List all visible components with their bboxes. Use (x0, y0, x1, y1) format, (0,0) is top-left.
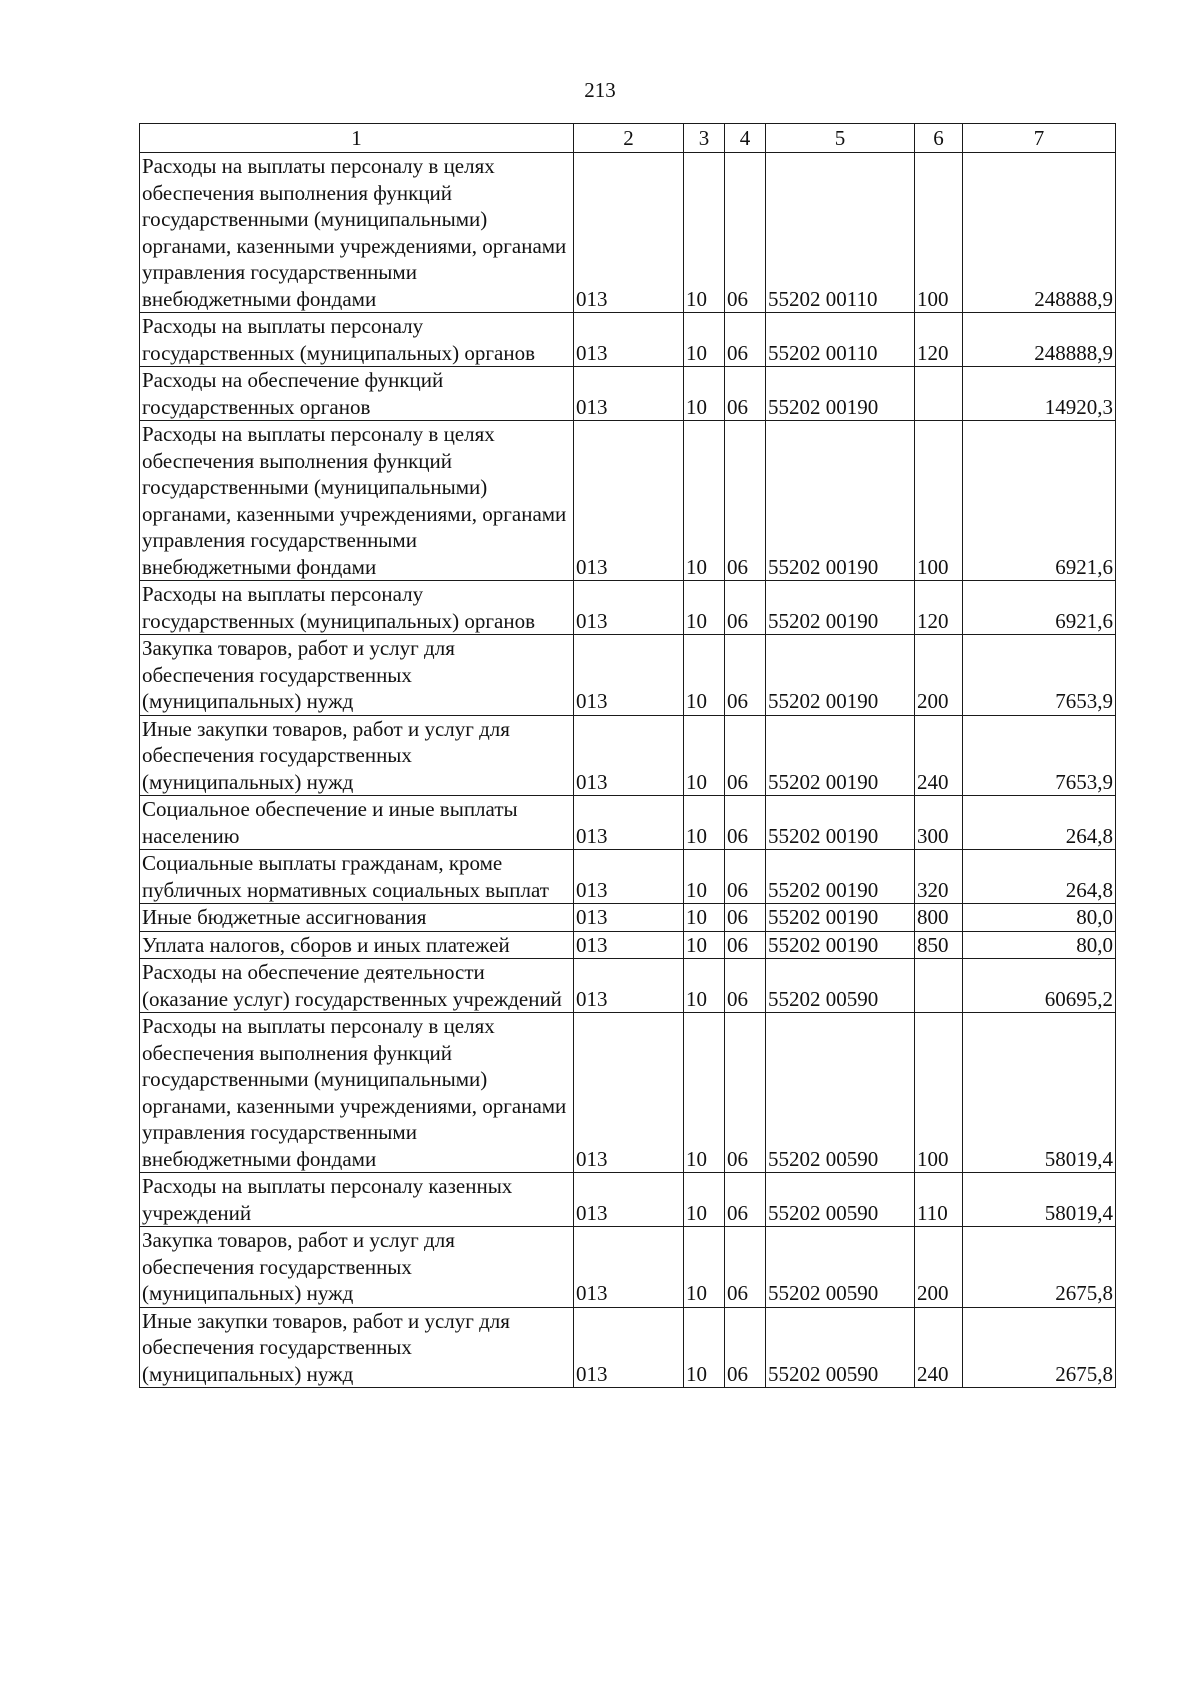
row-article-code-cell: 55202 00110 (766, 153, 915, 313)
table-row (140, 904, 1116, 932)
row-amount-cell: 2675,8 (963, 1227, 1116, 1308)
table-body (140, 153, 1116, 1388)
row-subsection-code-cell: 06 (725, 931, 766, 959)
row-ministry-code-cell: 013 (574, 313, 684, 367)
row-subsection-code-cell: 06 (725, 367, 766, 421)
row-subsection-code-cell: 06 (725, 421, 766, 581)
table-row (140, 367, 1116, 421)
row-ministry-code-cell: 013 (574, 904, 684, 932)
header-cell: 5 (766, 124, 915, 153)
row-section-code-cell: 10 (684, 313, 725, 367)
row-ministry-code-cell: 013 (574, 1013, 684, 1173)
row-ministry-code-cell: 013 (574, 1173, 684, 1227)
row-amount-cell: 2675,8 (963, 1307, 1116, 1388)
row-article-code-cell: 55202 00190 (766, 796, 915, 850)
header-cell: 4 (725, 124, 766, 153)
row-section-code-cell: 10 (684, 635, 725, 716)
row-expense-type-cell: 120 (915, 581, 963, 635)
row-subsection-code-cell: 06 (725, 313, 766, 367)
row-ministry-code-cell: 013 (574, 153, 684, 313)
row-section-code-cell: 10 (684, 1173, 725, 1227)
row-ministry-code-cell: 013 (574, 421, 684, 581)
row-section-code-cell: 10 (684, 715, 725, 796)
row-expense-type-cell: 120 (915, 313, 963, 367)
row-section-code-cell: 10 (684, 850, 725, 904)
row-ministry-code-cell: 013 (574, 367, 684, 421)
header-cell: 6 (915, 124, 963, 153)
row-article-code-cell: 55202 00590 (766, 1173, 915, 1227)
row-subsection-code-cell: 06 (725, 715, 766, 796)
row-subsection-code-cell: 06 (725, 581, 766, 635)
row-expense-type-cell: 300 (915, 796, 963, 850)
table-row (140, 313, 1116, 367)
row-expense-type-cell (915, 959, 963, 1013)
row-expense-type-cell: 100 (915, 421, 963, 581)
row-name-cell: Расходы на выплаты персоналу государственных (муниципальных) органов (140, 313, 574, 367)
header-row (140, 124, 1116, 153)
row-name-cell: Социальное обеспечение и иные выплаты населению (140, 796, 574, 850)
budget-table (139, 123, 1116, 1388)
row-article-code-cell: 55202 00190 (766, 581, 915, 635)
table-row (140, 850, 1116, 904)
row-expense-type-cell: 240 (915, 715, 963, 796)
row-subsection-code-cell: 06 (725, 850, 766, 904)
table-row (140, 1227, 1116, 1308)
row-expense-type-cell: 200 (915, 1227, 963, 1308)
row-amount-cell: 7653,9 (963, 635, 1116, 716)
row-amount-cell: 264,8 (963, 850, 1116, 904)
row-name-cell: Расходы на выплаты персоналу в целях обеспечения выполнения функций государственными (муниципальными) органами, казенными учреждениями, органами управления государственными внебюджетными фондами (140, 421, 574, 581)
row-name-cell: Расходы на выплаты персоналу казенных учреждений (140, 1173, 574, 1227)
row-name-cell: Закупка товаров, работ и услуг для обеспечения государственных (муниципальных) нужд (140, 635, 574, 716)
row-ministry-code-cell: 013 (574, 581, 684, 635)
row-amount-cell: 7653,9 (963, 715, 1116, 796)
row-expense-type-cell: 110 (915, 1173, 963, 1227)
row-section-code-cell: 10 (684, 581, 725, 635)
row-amount-cell: 6921,6 (963, 421, 1116, 581)
row-section-code-cell: 10 (684, 1307, 725, 1388)
row-subsection-code-cell: 06 (725, 153, 766, 313)
row-name-cell: Уплата налогов, сборов и иных платежей (140, 931, 574, 959)
row-ministry-code-cell: 013 (574, 1227, 684, 1308)
row-name-cell: Расходы на выплаты персоналу государственных (муниципальных) органов (140, 581, 574, 635)
row-amount-cell: 60695,2 (963, 959, 1116, 1013)
row-section-code-cell: 10 (684, 959, 725, 1013)
row-name-cell: Иные бюджетные ассигнования (140, 904, 574, 932)
table-row (140, 635, 1116, 716)
row-subsection-code-cell: 06 (725, 1173, 766, 1227)
row-ministry-code-cell: 013 (574, 959, 684, 1013)
row-section-code-cell: 10 (684, 1227, 725, 1308)
header-cell: 2 (574, 124, 684, 153)
table-row (140, 153, 1116, 313)
row-subsection-code-cell: 06 (725, 1013, 766, 1173)
row-name-cell: Расходы на обеспечение деятельности (оказание услуг) государственных учреждений (140, 959, 574, 1013)
row-expense-type-cell: 850 (915, 931, 963, 959)
row-name-cell: Расходы на выплаты персоналу в целях обеспечения выполнения функций государственными (муниципальными) органами, казенными учреждениями, органами управления государственными внебюджетными фондами (140, 153, 574, 313)
row-expense-type-cell: 320 (915, 850, 963, 904)
page-number: 213 (584, 78, 616, 102)
row-ministry-code-cell: 013 (574, 796, 684, 850)
row-expense-type-cell: 200 (915, 635, 963, 716)
row-subsection-code-cell: 06 (725, 904, 766, 932)
row-article-code-cell: 55202 00190 (766, 715, 915, 796)
table-row (140, 796, 1116, 850)
row-section-code-cell: 10 (684, 796, 725, 850)
row-name-cell: Расходы на выплаты персоналу в целях обеспечения выполнения функций государственными (муниципальными) органами, казенными учреждениями, органами управления государственными внебюджетными фондами (140, 1013, 574, 1173)
row-subsection-code-cell: 06 (725, 959, 766, 1013)
table-row (140, 715, 1116, 796)
row-amount-cell: 80,0 (963, 931, 1116, 959)
row-section-code-cell: 10 (684, 931, 725, 959)
row-expense-type-cell: 100 (915, 153, 963, 313)
row-expense-type-cell (915, 367, 963, 421)
row-ministry-code-cell: 013 (574, 1307, 684, 1388)
row-article-code-cell: 55202 00110 (766, 313, 915, 367)
table-row (140, 1173, 1116, 1227)
row-section-code-cell: 10 (684, 1013, 725, 1173)
table-row (140, 1013, 1116, 1173)
table-row (140, 1307, 1116, 1388)
row-expense-type-cell: 800 (915, 904, 963, 932)
table-row (140, 959, 1116, 1013)
row-subsection-code-cell: 06 (725, 1307, 766, 1388)
row-name-cell: Закупка товаров, работ и услуг для обеспечения государственных (муниципальных) нужд (140, 1227, 574, 1308)
row-amount-cell: 248888,9 (963, 313, 1116, 367)
row-name-cell: Социальные выплаты гражданам, кроме публичных нормативных социальных выплат (140, 850, 574, 904)
row-article-code-cell: 55202 00190 (766, 367, 915, 421)
row-name-cell: Расходы на обеспечение функций государственных органов (140, 367, 574, 421)
table-row (140, 581, 1116, 635)
row-section-code-cell: 10 (684, 367, 725, 421)
header-cell: 1 (140, 124, 574, 153)
row-article-code-cell: 55202 00190 (766, 931, 915, 959)
row-amount-cell: 6921,6 (963, 581, 1116, 635)
row-expense-type-cell: 240 (915, 1307, 963, 1388)
row-article-code-cell: 55202 00590 (766, 1013, 915, 1173)
row-section-code-cell: 10 (684, 153, 725, 313)
row-amount-cell: 264,8 (963, 796, 1116, 850)
row-subsection-code-cell: 06 (725, 635, 766, 716)
row-section-code-cell: 10 (684, 421, 725, 581)
row-article-code-cell: 55202 00590 (766, 959, 915, 1013)
row-article-code-cell: 55202 00590 (766, 1307, 915, 1388)
row-article-code-cell: 55202 00190 (766, 850, 915, 904)
row-ministry-code-cell: 013 (574, 635, 684, 716)
header-cell: 3 (684, 124, 725, 153)
row-name-cell: Иные закупки товаров, работ и услуг для обеспечения государственных (муниципальных) нужд (140, 1307, 574, 1388)
row-section-code-cell: 10 (684, 904, 725, 932)
table-row (140, 931, 1116, 959)
row-amount-cell: 80,0 (963, 904, 1116, 932)
row-expense-type-cell: 100 (915, 1013, 963, 1173)
row-subsection-code-cell: 06 (725, 796, 766, 850)
row-article-code-cell: 55202 00590 (766, 1227, 915, 1308)
row-article-code-cell: 55202 00190 (766, 421, 915, 581)
row-ministry-code-cell: 013 (574, 931, 684, 959)
row-amount-cell: 58019,4 (963, 1173, 1116, 1227)
row-article-code-cell: 55202 00190 (766, 635, 915, 716)
row-ministry-code-cell: 013 (574, 850, 684, 904)
row-subsection-code-cell: 06 (725, 1227, 766, 1308)
header-cell: 7 (963, 124, 1116, 153)
row-name-cell: Иные закупки товаров, работ и услуг для обеспечения государственных (муниципальных) нужд (140, 715, 574, 796)
row-article-code-cell: 55202 00190 (766, 904, 915, 932)
row-amount-cell: 58019,4 (963, 1013, 1116, 1173)
table-row (140, 421, 1116, 581)
row-amount-cell: 248888,9 (963, 153, 1116, 313)
row-amount-cell: 14920,3 (963, 367, 1116, 421)
row-ministry-code-cell: 013 (574, 715, 684, 796)
